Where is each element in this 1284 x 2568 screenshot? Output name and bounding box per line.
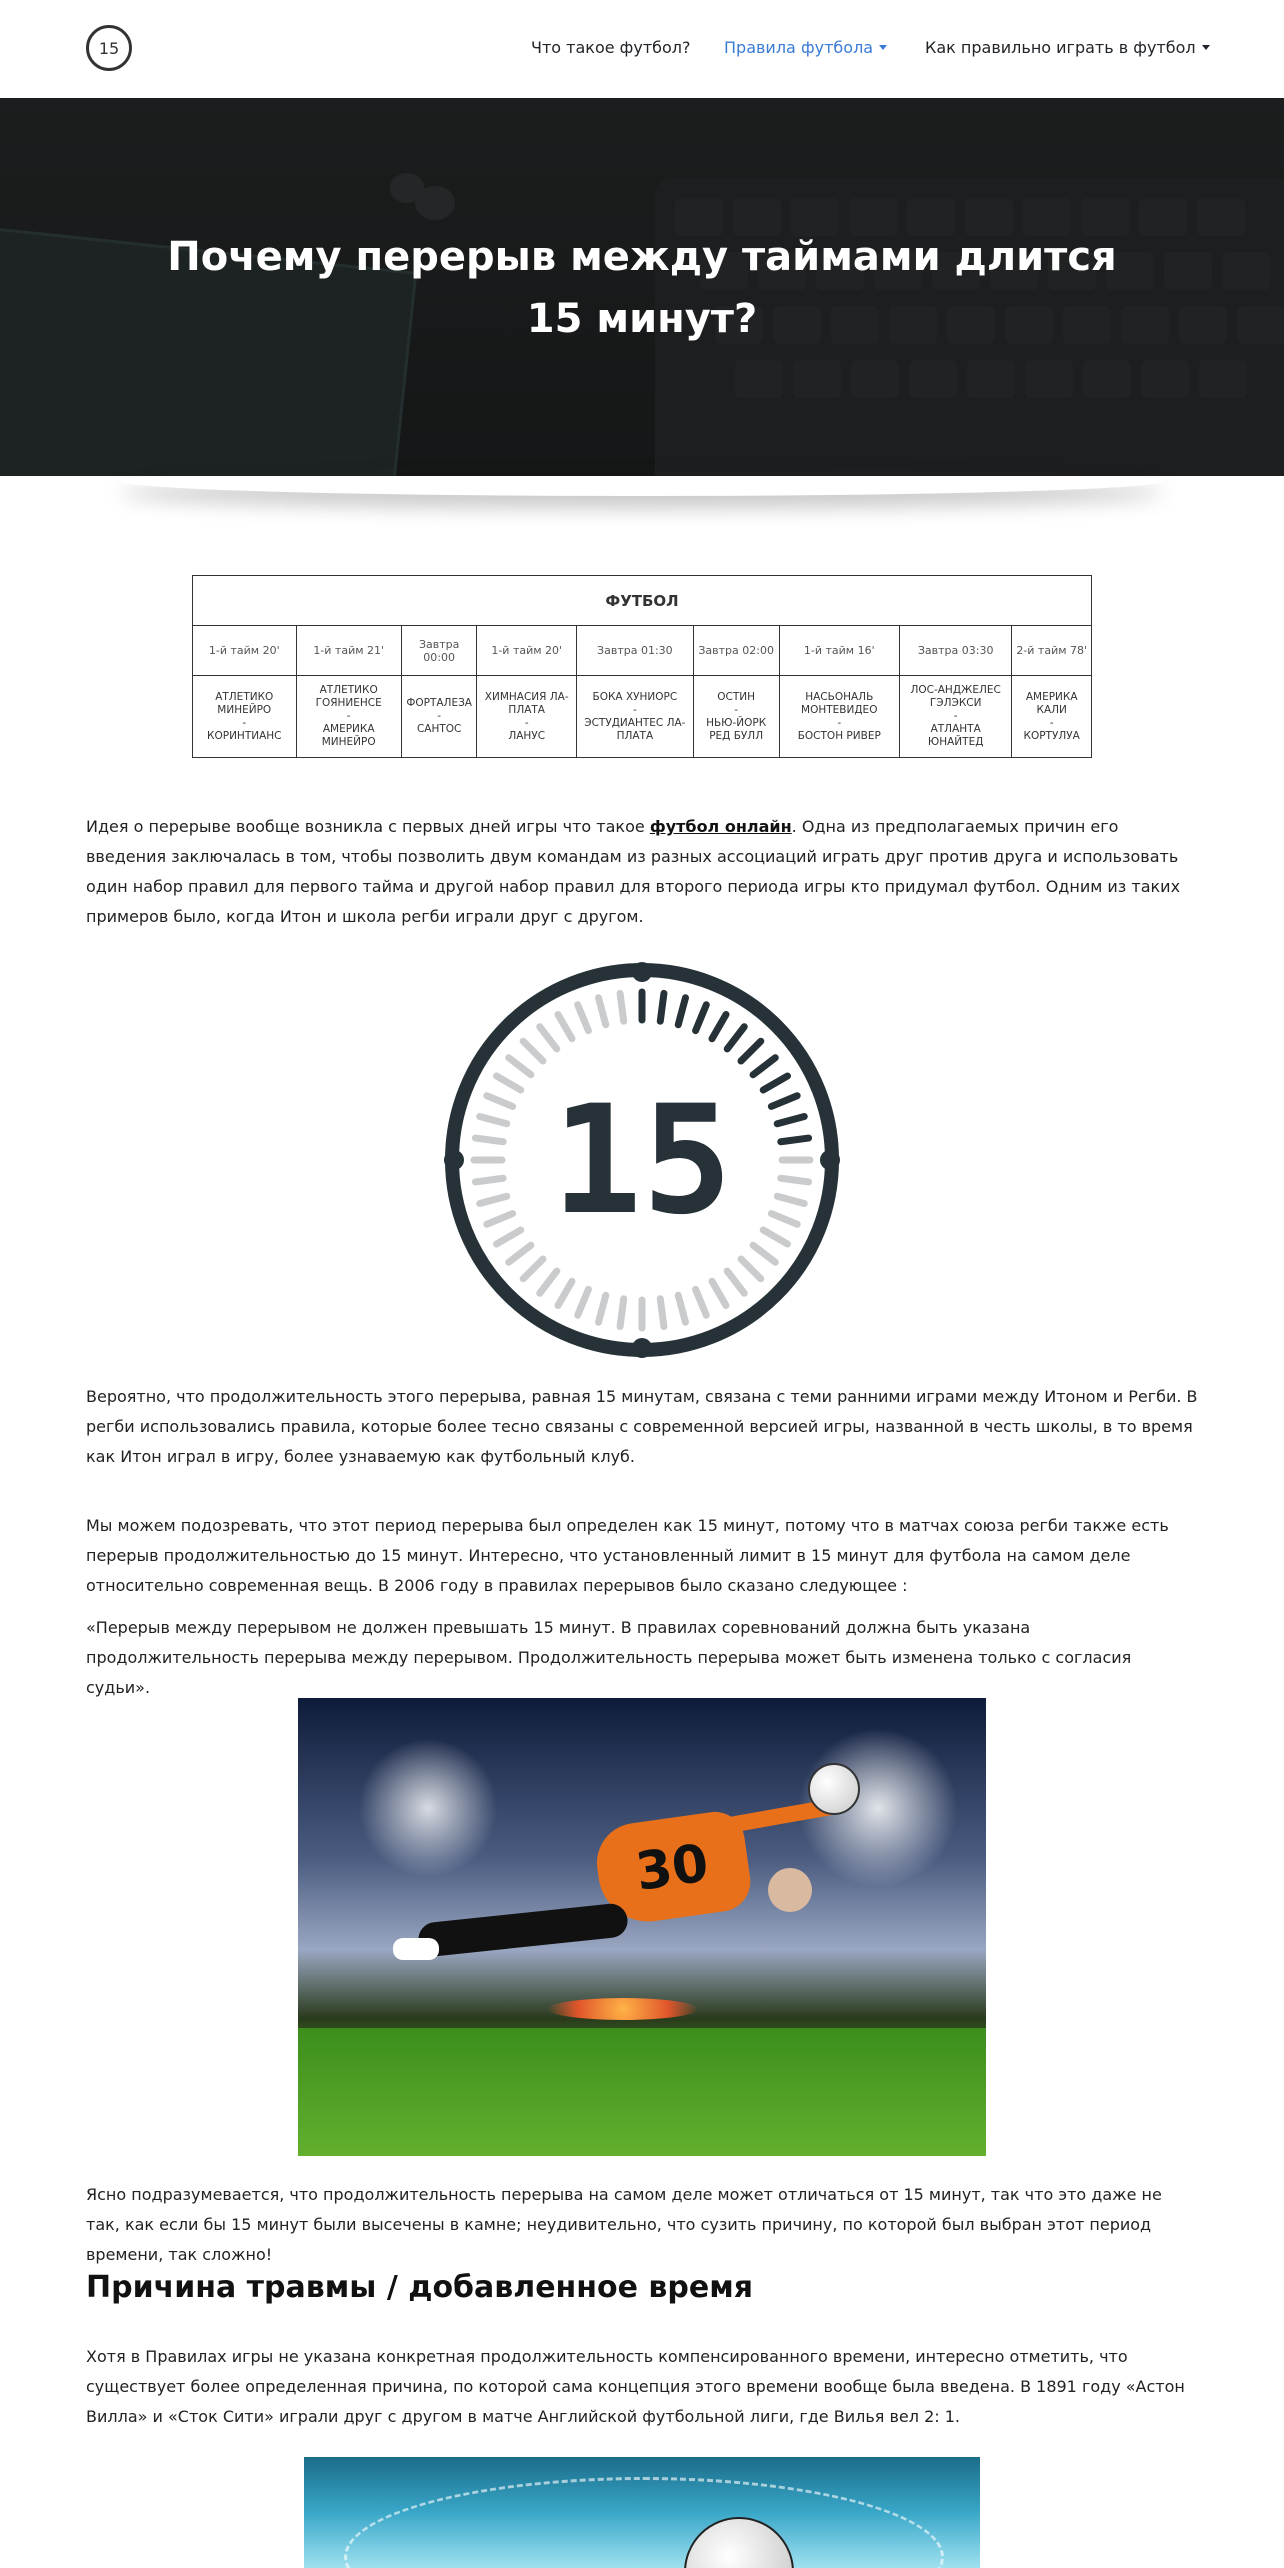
team-home: НАСЬОНАЛЬ МОНТЕВИДЕО — [801, 690, 878, 716]
football-ball-photo — [304, 2457, 980, 2568]
timer-tick — [558, 1015, 572, 1039]
article-paragraph — [86, 812, 1198, 932]
match-cell[interactable] — [576, 676, 693, 758]
nav-link-what-is-football[interactable] — [531, 38, 691, 57]
table-title: ФУТБОЛ — [193, 576, 1092, 626]
timer-tick — [777, 1196, 804, 1203]
match-time: 2-й тайм 78' — [1012, 626, 1092, 676]
timer-tick — [771, 1214, 797, 1225]
timer-knob-right — [820, 1150, 840, 1170]
light-ring — [344, 2477, 944, 2568]
timer-tick — [777, 1117, 804, 1124]
match-time: Завтра 02:00 — [693, 626, 779, 676]
timer-tick — [540, 1027, 557, 1049]
timer-tick — [487, 1096, 513, 1107]
team-away: НЬЮ-ЙОРК РЕД БУЛЛ — [706, 716, 767, 742]
match-cell[interactable] — [193, 676, 297, 758]
text: . Одна из предполагаемых причин его введения заключалась в том, чтобы позволить двум командам из разных ассоциаций играть друг против друга и использовать один набор правил для первого тайма и другой набор правил для второго периода игры кто придумал футбол. Одним из таких примеров было, когда Итон и школа регби играли друг с другом. — [86, 817, 1181, 926]
caret-down-icon — [879, 45, 887, 50]
team-separator: - — [837, 716, 842, 729]
team-away: ЛАНУС — [508, 729, 546, 742]
site-logo[interactable] — [86, 25, 132, 71]
timer-tick — [540, 1271, 557, 1293]
nav-link-label: Как правильно играть в футбол — [925, 38, 1196, 57]
team-away: АМЕРИКА МИНЕЙРО — [321, 723, 376, 748]
timer-tick — [487, 1214, 513, 1225]
timer-tick — [781, 1178, 809, 1182]
timer-15-illustration — [442, 960, 842, 1360]
timer-tick — [523, 1259, 543, 1279]
match-cell[interactable] — [477, 676, 576, 758]
match-time: Завтра 00:00 — [401, 626, 477, 676]
team-home: БОКА ХУНИОРС — [592, 690, 678, 703]
timer-tick — [599, 998, 606, 1025]
hero-banner — [0, 98, 1284, 476]
match-time: 1-й тайм 20' — [477, 626, 576, 676]
timer-tick — [781, 1138, 809, 1142]
timer-tick — [497, 1076, 521, 1090]
nav-dropdown-how-to-play[interactable] — [925, 38, 1210, 57]
goalkeeper-boot — [393, 1938, 439, 1960]
team-away: САНТОС — [416, 723, 462, 735]
timer-knob-top — [632, 962, 652, 982]
football-online-link[interactable]: футбол онлайн — [649, 817, 792, 836]
page-title: Почему перерыв между таймами длится 15 минут? — [167, 234, 1117, 342]
timer-number: 15 — [551, 1074, 733, 1248]
timer-tick — [771, 1096, 797, 1107]
match-time: 1-й тайм 21' — [296, 626, 401, 676]
match-times-row — [193, 626, 1092, 676]
match-time: Завтра 03:30 — [899, 626, 1011, 676]
team-away: КОРТУЛУА — [1023, 729, 1080, 742]
nav-link-label: Правила футбола — [724, 38, 874, 57]
match-cell[interactable] — [401, 676, 477, 758]
timer-tick — [696, 1005, 707, 1031]
team-home: ФОРТАЛЕЗА — [406, 697, 472, 709]
timer-tick — [558, 1281, 572, 1305]
timer-tick — [727, 1027, 744, 1049]
timer-tick — [523, 1041, 543, 1061]
timer-tick — [727, 1271, 744, 1293]
flare — [548, 1998, 698, 2020]
pitch-grass — [298, 2028, 986, 2156]
timer-tick — [753, 1058, 775, 1075]
timer-tick — [497, 1230, 521, 1244]
team-separator: - — [242, 716, 247, 729]
goalkeeper-photo — [298, 1698, 986, 2156]
match-teams-row — [193, 676, 1092, 758]
team-separator: - — [346, 710, 351, 722]
match-time: 1-й тайм 20' — [193, 626, 297, 676]
team-separator: - — [1049, 716, 1054, 729]
matches-table — [192, 575, 1092, 758]
timer-tick — [660, 993, 664, 1021]
match-time: 1-й тайм 16' — [779, 626, 899, 676]
timer-tick — [753, 1245, 775, 1262]
timer-tick — [660, 1299, 664, 1327]
timer-tick — [620, 993, 624, 1021]
text: Идея о перерыве вообще возникла с первых дней игры что такое — [86, 817, 650, 836]
match-cell[interactable] — [1012, 676, 1092, 758]
nav-dropdown-football-rules[interactable] — [724, 38, 887, 57]
section-heading: Причина травмы / добавленное время — [86, 2270, 754, 2305]
team-home: ХИМНАСИЯ ЛА-ПЛАТА — [484, 690, 569, 716]
hero-shadow — [120, 466, 1164, 496]
timer-tick — [763, 1230, 787, 1244]
team-away: БОСТОН РИВЕР — [797, 729, 881, 742]
timer-tick — [620, 1299, 624, 1327]
timer-tick — [480, 1117, 507, 1124]
team-away: АТЛАНТА ЮНАЙТЕД — [927, 723, 984, 748]
navbar — [0, 0, 1284, 98]
timer-knob-left — [444, 1150, 464, 1170]
team-separator: - — [953, 710, 958, 722]
stadium-light — [358, 1738, 498, 1878]
article-paragraph: Вероятно, что продолжительность этого перерыва, равная 15 минутам, связана с теми ранними играми между Итоном и Регби. В регби использовались правила, которые более тесно связаны с современной версией игры, названной в честь школы, в то время как Итон играл в игру, более узнаваемую как футбольный клуб. — [86, 1387, 1198, 1466]
football-ball — [808, 1763, 860, 1815]
timer-tick — [509, 1245, 531, 1262]
goalkeeper-legs — [417, 1902, 629, 1958]
timer-tick — [599, 1295, 606, 1322]
match-cell[interactable] — [779, 676, 899, 758]
team-home: АТЛЕТИКО МИНЕЙРО — [215, 690, 274, 716]
team-home: ОСТИН — [717, 690, 756, 703]
team-separator: - — [734, 703, 739, 716]
team-separator: - — [632, 703, 637, 716]
match-cell[interactable] — [296, 676, 401, 758]
timer-tick — [509, 1058, 531, 1075]
article-paragraph: «Перерыв между перерывом не должен превышать 15 минут. В правилах соревнований должна быть указана продолжительность перерыва между перерывом. Продолжительность перерыва может быть изменена только с согласия судьи». — [86, 1618, 1132, 1697]
logo-number: 15 — [98, 38, 120, 58]
timer-tick — [480, 1196, 507, 1203]
team-home: АМЕРИКА КАЛИ — [1025, 690, 1078, 716]
timer-tick — [763, 1076, 787, 1090]
match-time: Завтра 01:30 — [576, 626, 693, 676]
caret-down-icon — [1202, 45, 1210, 50]
timer-tick — [578, 1005, 589, 1031]
article-paragraph: Ясно подразумевается, что продолжительность перерыва на самом деле может отличаться от 15 минут, так что это даже не так, как если бы 15 минут были высечены в камне; неудивительно, что сузить причину, по которой был выбран этот период времени, так сложно! — [86, 2185, 1162, 2264]
timer-knob-bottom — [632, 1338, 652, 1358]
nav-link-label: Что такое футбол? — [531, 38, 691, 57]
timer-tick — [678, 1295, 685, 1322]
team-home: ЛОС-АНДЖЕЛЕС ГЭЛЭКСИ — [910, 684, 1001, 709]
timer-tick — [696, 1289, 707, 1315]
team-away: ЭСТУДИАНТЕС ЛА-ПЛАТА — [584, 716, 686, 742]
jersey-number: 30 — [632, 1833, 713, 1903]
timer-tick — [712, 1281, 726, 1305]
article-paragraph: Хотя в Правилах игры не указана конкретная продолжительность компенсированного времени, интересно отметить, что существует более определенная причина, по которой сама концепция этого времени вообще была введена. В 1891 году «Астон Вилла» и «Сток Сити» играли друг с другом в матче Английской футбольной лиги, где Вилья вел 2: 1. — [86, 2347, 1185, 2426]
team-separator: - — [437, 710, 442, 722]
timer-tick — [712, 1015, 726, 1039]
match-cell[interactable] — [899, 676, 1011, 758]
article-paragraph: Мы можем подозревать, что этот период перерыва был определен как 15 минут, потому что в матчах союза регби также есть перерыв продолжительностью до 15 минут. Интересно, что установленный лимит в 15 минут для футбола на самом деле относительно современная вещь. В 2006 году в правилах перерывов было сказано следующее : — [86, 1516, 1169, 1595]
timer-tick — [578, 1289, 589, 1315]
timer-tick — [475, 1138, 503, 1142]
team-home: АТЛЕТИКО ГОЯНИЕНСЕ — [315, 684, 382, 709]
goalkeeper-head — [768, 1868, 812, 1912]
match-cell[interactable] — [693, 676, 779, 758]
timer-tick — [741, 1041, 761, 1061]
timer-tick — [475, 1178, 503, 1182]
timer-tick — [678, 998, 685, 1025]
timer-tick — [741, 1259, 761, 1279]
team-separator: - — [524, 716, 529, 729]
team-away: КОРИНТИАНС — [207, 729, 282, 742]
